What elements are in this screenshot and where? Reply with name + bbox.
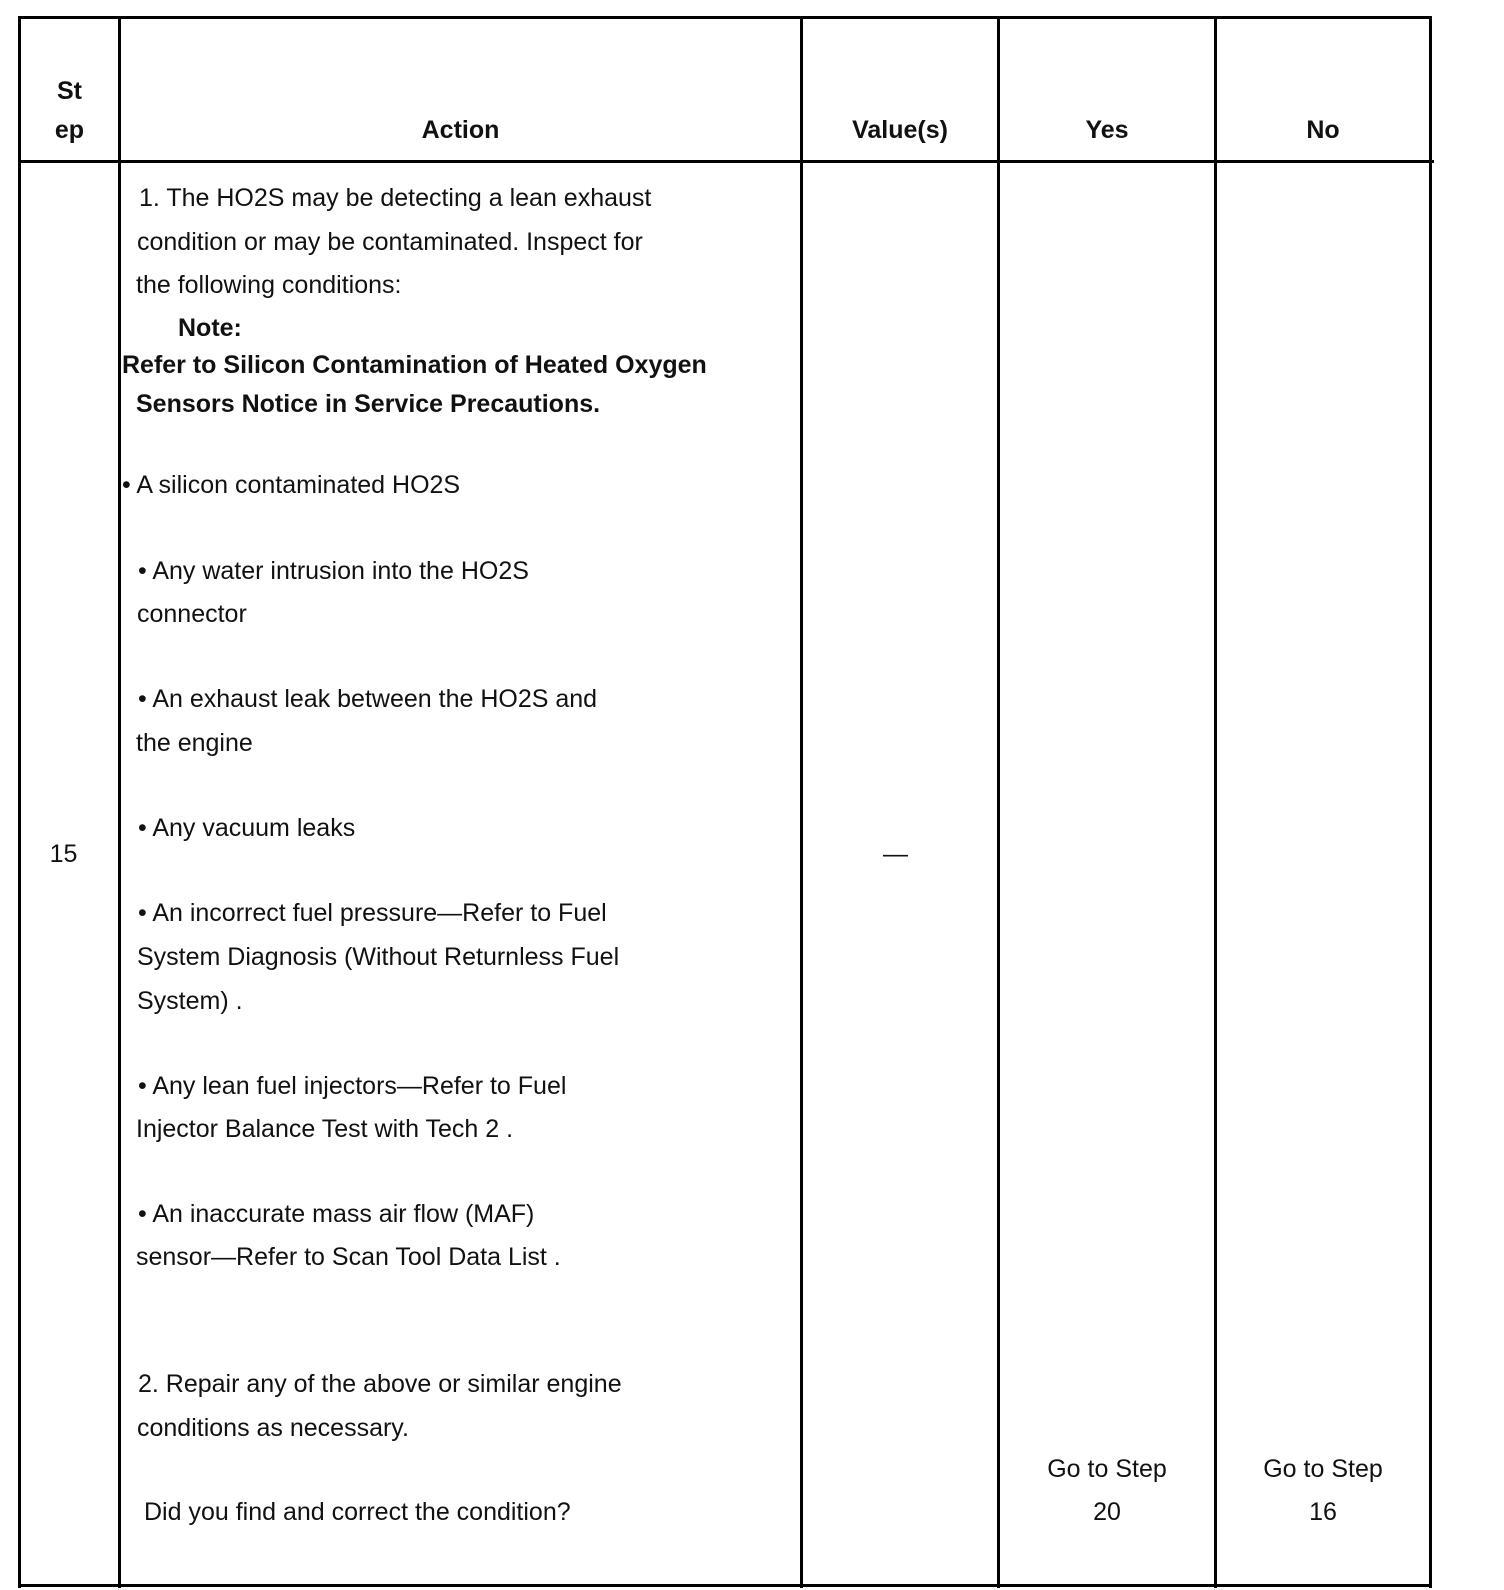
header-step [21, 71, 118, 111]
table-border-right [1429, 16, 1432, 1588]
header-step-line2: ep [54, 116, 85, 144]
no-goto-label: Go to Step [1263, 1455, 1383, 1483]
header-yes: Yes [1085, 116, 1129, 144]
column-divider [1214, 16, 1217, 1588]
yes-goto-label: Go to Step [1047, 1455, 1167, 1483]
note-label: Note: [178, 314, 242, 342]
action-item2-line2: conditions as necessary. [137, 1414, 409, 1442]
table-border-left [18, 16, 21, 1588]
header-divider [18, 160, 1434, 163]
value-cell: — [883, 840, 908, 868]
bullet-fuel-pressure-line3: System) . [137, 987, 243, 1015]
action-item1-line1: 1. The HO2S may be detecting a lean exhaust [139, 184, 652, 212]
no-goto-step: 16 [1309, 1498, 1337, 1526]
note-line2: Sensors Notice in Service Precautions. [136, 390, 601, 418]
table-border-bottom [18, 1584, 1432, 1587]
bullet-vacuum: • Any vacuum leaks [138, 814, 356, 842]
bullet-silicon: • A silicon contaminated HO2S [122, 471, 461, 499]
table-border-top [18, 16, 1432, 19]
bullet-water-line2: connector [137, 600, 247, 628]
header-values: Value(s) [852, 116, 948, 144]
note-line1: Refer to Silicon Contamination of Heated Oxygen [122, 351, 707, 379]
bullet-injectors-line2: Injector Balance Test with Tech 2 . [136, 1115, 514, 1143]
yes-goto-step: 20 [1093, 1498, 1121, 1526]
action-item2-line1: 2. Repair any of the above or similar engine [138, 1370, 622, 1398]
bullet-exhaust-line2: the engine [136, 729, 253, 757]
bullet-maf-line2: sensor—Refer to Scan Tool Data List . [136, 1243, 561, 1271]
bullet-fuel-pressure-line2: System Diagnosis (Without Returnless Fuel [137, 943, 620, 971]
header-step-2 [21, 110, 118, 150]
diagnostic-table [18, 16, 1472, 1588]
action-item1-line3: the following conditions: [136, 271, 402, 299]
column-divider [997, 16, 1000, 1588]
bullet-maf-line1: • An inaccurate mass air flow (MAF) [138, 1200, 535, 1228]
bullet-water-line1: • Any water intrusion into the HO2S [138, 557, 529, 585]
action-question: Did you find and correct the condition? [144, 1498, 571, 1526]
column-divider [118, 16, 121, 1588]
action-item1-line2: condition or may be contaminated. Inspect for [137, 228, 643, 256]
step-number: 15 [49, 840, 78, 868]
bullet-exhaust-line1: • An exhaust leak between the HO2S and [138, 685, 598, 713]
header-no: No [1306, 116, 1340, 144]
column-divider [800, 16, 803, 1588]
header-step-line1: St [57, 77, 82, 105]
bullet-injectors-line1: • Any lean fuel injectors—Refer to Fuel [138, 1072, 567, 1100]
bullet-fuel-pressure-line1: • An incorrect fuel pressure—Refer to Fuel [138, 899, 607, 927]
header-action: Action [421, 116, 500, 144]
